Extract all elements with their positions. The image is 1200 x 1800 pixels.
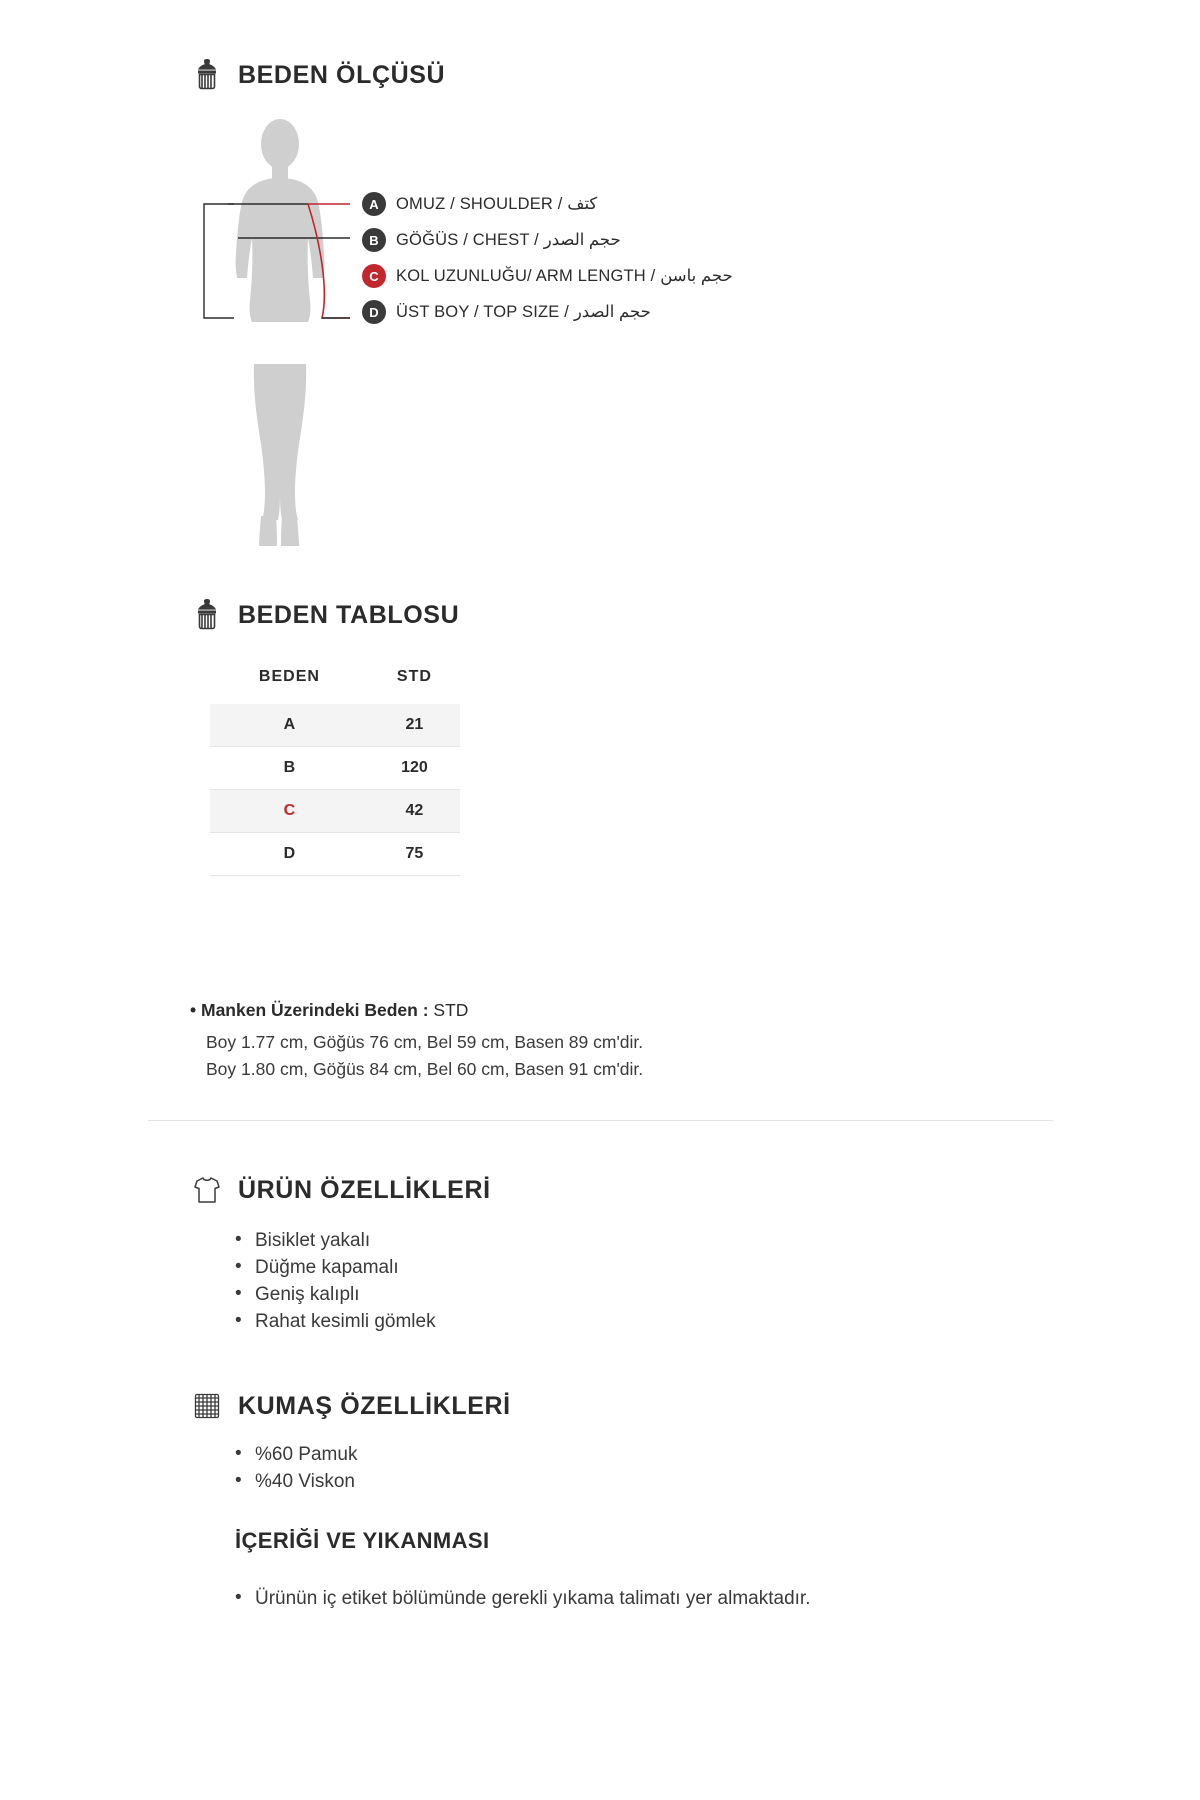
tshirt-icon xyxy=(190,1170,224,1210)
model-measure-line-2: Boy 1.80 cm, Göğüs 84 cm, Bel 60 cm, Basen 91 cm'dir. xyxy=(206,1059,644,1080)
model-size-line xyxy=(190,1000,990,1021)
mannequin-diagram xyxy=(190,118,810,558)
list-item: • Rahat kesimli gömlek xyxy=(235,1309,436,1336)
legend-badge-d: D xyxy=(362,300,386,324)
table-row xyxy=(210,790,460,833)
cell-beden-c: C xyxy=(210,790,369,833)
legend-badge-c: C xyxy=(362,264,386,288)
model-measure-line-1: Boy 1.77 cm, Göğüs 76 cm, Bel 59 cm, Basen 89 cm'dir. xyxy=(206,1032,644,1052)
legend-badge-a: A xyxy=(362,192,386,216)
fabric-swatch-icon xyxy=(190,1386,224,1426)
section-divider xyxy=(148,1120,1053,1121)
section-title-size-table: BEDEN TABLOSU xyxy=(238,600,460,629)
column-header-beden: BEDEN xyxy=(258,668,320,685)
list-item: • %60 Pamuk xyxy=(235,1442,357,1469)
list-item: • Geniş kalıplı xyxy=(235,1282,436,1309)
table-header-row xyxy=(210,658,460,704)
measurement-legend xyxy=(362,186,792,330)
table-row xyxy=(210,704,460,747)
list-item: • Ürünün iç etiket bölümünde gerekli yıkama talimatı yer almaktadır. xyxy=(235,1586,935,1613)
model-measurements-note xyxy=(190,1000,990,1083)
section-header-size-table xyxy=(190,595,459,635)
list-item: • %40 Viskon xyxy=(235,1469,357,1496)
legend-item-c xyxy=(362,258,792,294)
cell-std-b: 120 xyxy=(369,747,460,790)
product-features-list xyxy=(235,1228,436,1336)
cell-beden-a: A xyxy=(210,704,369,747)
mannequin-bust-icon xyxy=(190,55,224,95)
section-header-size-guide xyxy=(190,55,445,95)
model-size-label: • Manken Üzerindeki Beden : xyxy=(190,1000,429,1020)
section-title-wash: İÇERİĞİ VE YIKANMASI xyxy=(235,1528,490,1553)
section-title-fabric: KUMAŞ ÖZELLİKLERİ xyxy=(238,1391,511,1420)
size-chart-table xyxy=(210,658,460,876)
section-header-wash xyxy=(235,1528,490,1554)
fabric-features-list xyxy=(235,1442,357,1496)
legend-label-b: GÖĞÜS / CHEST / حجم الصدر xyxy=(396,231,621,249)
section-title-size-guide: BEDEN ÖLÇÜSÜ xyxy=(238,60,446,89)
list-item: • Düğme kapamalı xyxy=(235,1255,436,1282)
list-item: • Bisiklet yakalı xyxy=(235,1228,436,1255)
column-header-std: STD xyxy=(396,668,432,685)
model-size-value: STD xyxy=(433,1000,469,1020)
legend-label-d: ÜST BOY / TOP SIZE / حجم الصدر xyxy=(396,303,651,321)
legend-item-a xyxy=(362,186,792,222)
mannequin-bust-icon xyxy=(190,595,224,635)
section-title-product-features: ÜRÜN ÖZELLİKLERİ xyxy=(238,1175,491,1204)
cell-beden-d: D xyxy=(210,833,369,876)
table-row xyxy=(210,747,460,790)
legend-label-c: KOL UZUNLUĞU/ ARM LENGTH / حجم باسن xyxy=(396,267,733,285)
section-header-fabric xyxy=(190,1386,511,1426)
legend-badge-b: B xyxy=(362,228,386,252)
wash-instructions-list xyxy=(235,1586,935,1613)
cell-beden-b: B xyxy=(210,747,369,790)
cell-std-c: 42 xyxy=(369,790,460,833)
legend-item-d xyxy=(362,294,792,330)
legend-label-a: OMUZ / SHOULDER / كتف xyxy=(396,195,598,213)
cell-std-d: 75 xyxy=(369,833,460,876)
section-header-product-features xyxy=(190,1170,491,1210)
table-row xyxy=(210,833,460,876)
legend-item-b xyxy=(362,222,792,258)
cell-std-a: 21 xyxy=(369,704,460,747)
measurement-callout-lines xyxy=(190,118,810,558)
